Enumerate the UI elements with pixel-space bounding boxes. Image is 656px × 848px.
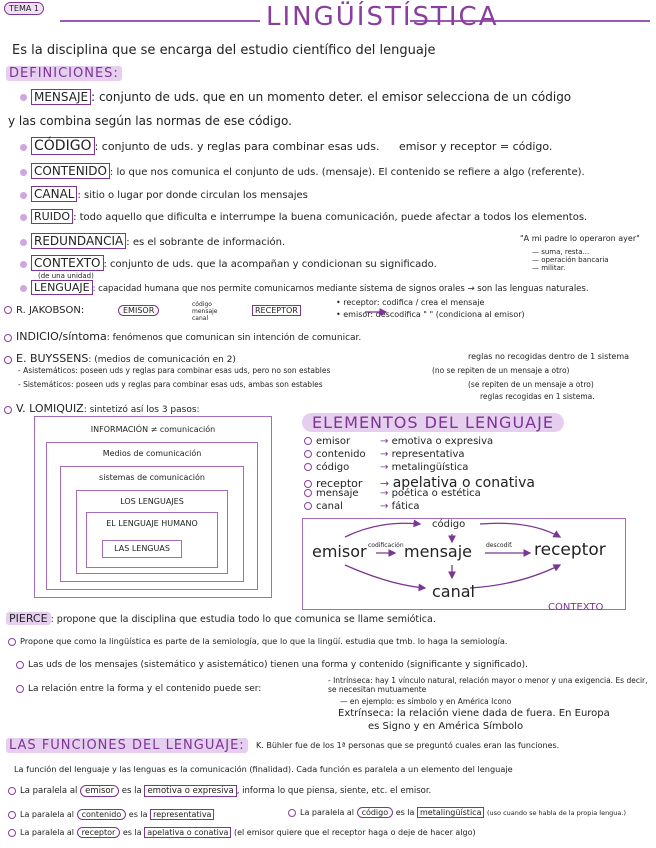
pierce-text: : propone que la disciplina que estudia todo lo que comunica se llame semiótica. xyxy=(50,614,436,625)
jakobson-codigo: código mensaje canal xyxy=(192,301,218,322)
term-canal: CANAL xyxy=(31,186,77,202)
funciones-heading: LAS FUNCIONES DEL LENGUAJE: xyxy=(6,738,248,753)
buyssens-sistematicos: - Sistemáticos: poseen uds y reglas para combinar esas uds, ambas son estables xyxy=(18,380,323,389)
elemento-funcion: fática xyxy=(391,501,420,512)
nest-label: LAS LENGUAS xyxy=(114,544,170,553)
p-text: , informa lo que piensa, siente, etc. el emisor. xyxy=(236,786,432,796)
lomiquiz-text: : sintetizó así los 3 pasos: xyxy=(83,405,200,415)
pierce-bullet-3 xyxy=(16,684,261,694)
term-mensaje: MENSAJE xyxy=(31,89,91,105)
elemento-funcion: apelativa o conativa xyxy=(392,475,535,491)
p-element: receptor xyxy=(77,827,121,838)
bullet-ring xyxy=(8,787,16,795)
arrow-icon: → xyxy=(380,488,392,499)
pierce-b2: Las uds de los mensajes (sistemático y asistemático) tienen una forma y contenido (significante y significado). xyxy=(28,660,528,670)
def-mensaje-cont: y las combina según las normas de ese código. xyxy=(8,114,292,128)
def-text: : lo que nos comunica el conjunto de uds. (mensaje). El contenido se refiere a algo (referente). xyxy=(109,167,585,178)
nest-label: EL LENGUAJE HUMANO xyxy=(106,519,198,528)
arrow-icon: → xyxy=(380,449,392,460)
diag-descodif: descodif. xyxy=(486,542,513,549)
def-text: : capacidad humana que nos permite comunicarnos mediante sistema de signos orales → son las lenguas naturales. xyxy=(92,284,589,294)
jakobson-receptor: RECEPTOR xyxy=(252,305,301,316)
jakobson-note-2: • emisor: descodifica " " (condiciona al emisor) xyxy=(336,310,525,319)
def-text: : conjunto de uds. y reglas para combinar esas uds. xyxy=(94,140,380,153)
bullet-ring xyxy=(16,685,24,693)
contexto-quote: "A mi padre lo operaron ayer" xyxy=(520,234,640,243)
p-function: apelativa o conativa xyxy=(144,827,231,838)
p-text: es la xyxy=(121,786,142,796)
bullet-ring xyxy=(8,638,16,646)
elemento-name: mensaje xyxy=(316,488,359,499)
term-codigo: CÓDIGO xyxy=(31,137,95,155)
def-text: : conjunto de uds. que la acompañan y condicionan su significado. xyxy=(103,259,437,270)
elemento-funcion: representativa xyxy=(391,449,465,460)
p-function: metalingüística xyxy=(417,807,484,818)
codigo-extra: emisor y receptor = código. xyxy=(398,140,553,153)
definiciones-heading: DEFINICIONES: xyxy=(6,66,122,81)
term-ruido: RUIDO xyxy=(31,209,73,224)
def-text: : conjunto de uds. que en un momento deter. el emisor selecciona de un código xyxy=(91,90,572,104)
paralela-2 xyxy=(8,810,214,819)
p-text: La paralela al xyxy=(300,808,355,817)
contexto-note-1: — suma, resta... xyxy=(532,248,590,256)
p-text: (uso cuando se habla de la propia lengua.) xyxy=(487,809,627,817)
intro-text: Es la disciplina que se encarga del estudio científico del lenguaje xyxy=(12,43,436,58)
pierce-r3: Extrínseca: la relación viene dada de fuera. En Europa xyxy=(338,708,610,719)
term-contexto: CONTEXTO xyxy=(31,255,104,271)
pierce-bullet-1 xyxy=(8,636,508,646)
elemento-name: código xyxy=(316,462,350,473)
diag-emisor: emisor xyxy=(312,542,367,561)
buyssens-a-note: (no se repiten de un mensaje a otro) xyxy=(432,366,570,375)
buyssens-label: E. BUYSSENS xyxy=(16,352,89,365)
indicio-label: INDICIO/síntoma xyxy=(16,330,107,343)
jakobson-note-1: • receptor: codifica / crea el mensaje xyxy=(336,298,485,307)
bullet-ring xyxy=(16,661,24,669)
p-element: contenido xyxy=(77,809,127,820)
diag-mensaje: mensaje xyxy=(404,542,472,561)
elemento-name: canal xyxy=(316,501,343,512)
p-text: La paralela al xyxy=(20,828,75,837)
lomiquiz-label: V. LOMIQUIZ xyxy=(16,402,84,415)
pierce-r1: - Intrínseca: hay 1 vínculo natural, relación mayor o menor y una exigencia. Es decir, se necesitan mutuamente xyxy=(328,676,648,694)
buyssens-s-note: (se repiten de un mensaje a otro) xyxy=(468,380,594,389)
p-element: código xyxy=(357,807,394,818)
contexto-note-3: — militar. xyxy=(532,264,566,272)
elemento-funcion: metalingüística xyxy=(391,462,469,473)
diag-canal: canal xyxy=(432,582,475,601)
nest-label: sistemas de comunicación xyxy=(99,473,205,482)
funciones-l1: La función del lenguaje y las lenguas es la comunicación (finalidad). Cada función es paralela a un elemento del lenguaje xyxy=(14,764,513,774)
buyssens-right-2: reglas recogidas en 1 sistema. xyxy=(480,392,595,401)
p-text: es la xyxy=(128,810,148,819)
pierce-label: PIERCE xyxy=(6,612,51,625)
diag-codigo: código xyxy=(432,519,466,530)
def-text: : es el sobrante de información. xyxy=(126,237,286,248)
paralela-4 xyxy=(8,828,476,837)
page-title: LINGÜÍSTÍSTICA xyxy=(266,2,499,32)
def-text: : sitio o lugar por donde circulan los mensajes xyxy=(77,190,308,201)
pierce-r2: — en ejemplo: es símbolo y en América Icono xyxy=(340,697,512,706)
bullet-ring xyxy=(288,809,296,817)
pierce-b1: Propone que como la lingüística es parte de la semiología, que lo que la lingüí. estudia que tmb. lo haga la semiología. xyxy=(20,636,508,646)
diag-contexto: CONTEXTO xyxy=(548,602,604,613)
arrow-icon: → xyxy=(380,436,392,447)
tema-badge: TEMA 1 xyxy=(4,2,44,15)
buyssens-right-1: reglas no recogidas dentro de 1 sistema xyxy=(468,352,630,361)
elemento-name: contenido xyxy=(316,449,366,460)
p-text: es la xyxy=(122,828,142,837)
pierce-b3: La relación entre la forma y el contenido puede ser: xyxy=(28,684,262,694)
nest-label: Medios de comunicación xyxy=(102,449,202,458)
paralela-3 xyxy=(288,808,626,817)
contexto-note-2: — operación bancaria xyxy=(532,256,609,264)
def-text: : todo aquello que dificulta e interrumpe la buena comunicación, puede afectar a todos los elementos. xyxy=(73,212,588,223)
arrow-icon: → xyxy=(380,477,393,490)
arrow-icon: → xyxy=(380,501,392,512)
p-function: emotiva o expresiva xyxy=(144,785,236,797)
nest-label: LOS LENGUAJES xyxy=(120,497,184,506)
arrow-icon: → xyxy=(380,462,392,473)
elementos-heading: ELEMENTOS DEL LENGUAJE xyxy=(302,413,564,432)
p-element: emisor xyxy=(80,785,119,797)
term-lenguaje: LENGUAJE xyxy=(31,280,93,295)
elemento-funcion: emotiva o expresiva xyxy=(391,436,494,447)
bullet-ring xyxy=(8,829,16,837)
buyssens-asistematicos: - Asistemáticos: poseen uds y reglas para combinar esas uds, pero no son estables xyxy=(18,366,331,375)
term-redundancia: REDUNDANCIA xyxy=(31,233,126,249)
elemento-funcion: poética o estética xyxy=(391,488,481,499)
contexto-sub: (de una unidad) xyxy=(38,272,94,280)
nest-label: INFORMACIÓN ≠ comunicación xyxy=(90,425,216,434)
paralela-1 xyxy=(8,786,431,796)
bullet-ring xyxy=(8,811,16,819)
elemento-name: receptor xyxy=(316,477,363,490)
pierce-r4: es Signo y en América Símbolo xyxy=(368,721,524,732)
diag-codif: codificación xyxy=(368,542,404,549)
diag-receptor: receptor xyxy=(534,540,606,560)
p-text: La paralela al xyxy=(20,810,75,819)
p-function: representativa xyxy=(150,809,214,820)
jakobson-emisor: EMISOR xyxy=(118,305,159,316)
p-text: es la xyxy=(395,808,415,817)
elemento-name: emisor xyxy=(316,436,351,447)
jakobson-label: R. JAKOBSON: xyxy=(16,305,85,316)
pierce-row xyxy=(6,612,436,625)
term-contenido: CONTENIDO xyxy=(31,163,110,179)
p-text: (el emisor quiere que el receptor haga o deje de hacer algo) xyxy=(234,828,476,837)
buyssens-text: : (medios de comunicación en 2) xyxy=(88,355,236,365)
indicio-text: : fenómenos que comunican sin intención de comunicar. xyxy=(106,333,362,343)
pierce-bullet-2 xyxy=(16,660,528,670)
p-text: La paralela al xyxy=(20,786,78,796)
funciones-text: K. Bühler fue de los 1ª personas que se preguntó cuales eran las funciones. xyxy=(256,741,560,750)
